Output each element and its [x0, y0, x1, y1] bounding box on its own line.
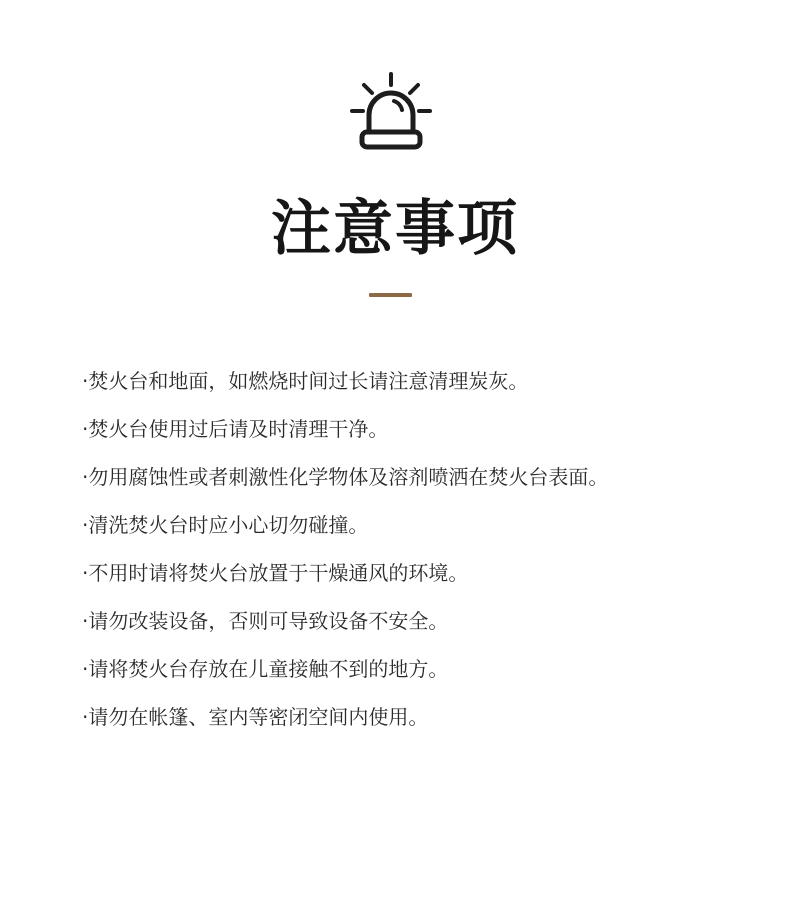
notice-item: ·请勿改装设备，否则可导致设备不安全。	[82, 609, 449, 633]
notice-item: ·清洗焚火台时应小心切勿碰撞。	[82, 513, 369, 537]
notice-item: ·勿用腐蚀性或者刺激性化学物体及溶剂喷洒在焚火台表面。	[82, 465, 609, 489]
notice-item: ·焚火台使用过后请及时清理干净。	[82, 417, 389, 441]
notice-item: ·焚火台和地面，如燃烧时间过长请注意清理炭灰。	[82, 369, 529, 393]
notice-item: ·请勿在帐篷、室内等密闭空间内使用。	[82, 705, 429, 729]
page-title: 注意事项	[271, 194, 519, 264]
notice-item: ·请将焚火台存放在儿童接触不到的地方。	[82, 657, 449, 681]
notice-item: ·不用时请将焚火台放置于干燥通风的环境。	[82, 561, 469, 585]
title-divider	[369, 293, 412, 297]
alarm-light-icon	[345, 68, 437, 154]
notice-list	[82, 360, 762, 744]
